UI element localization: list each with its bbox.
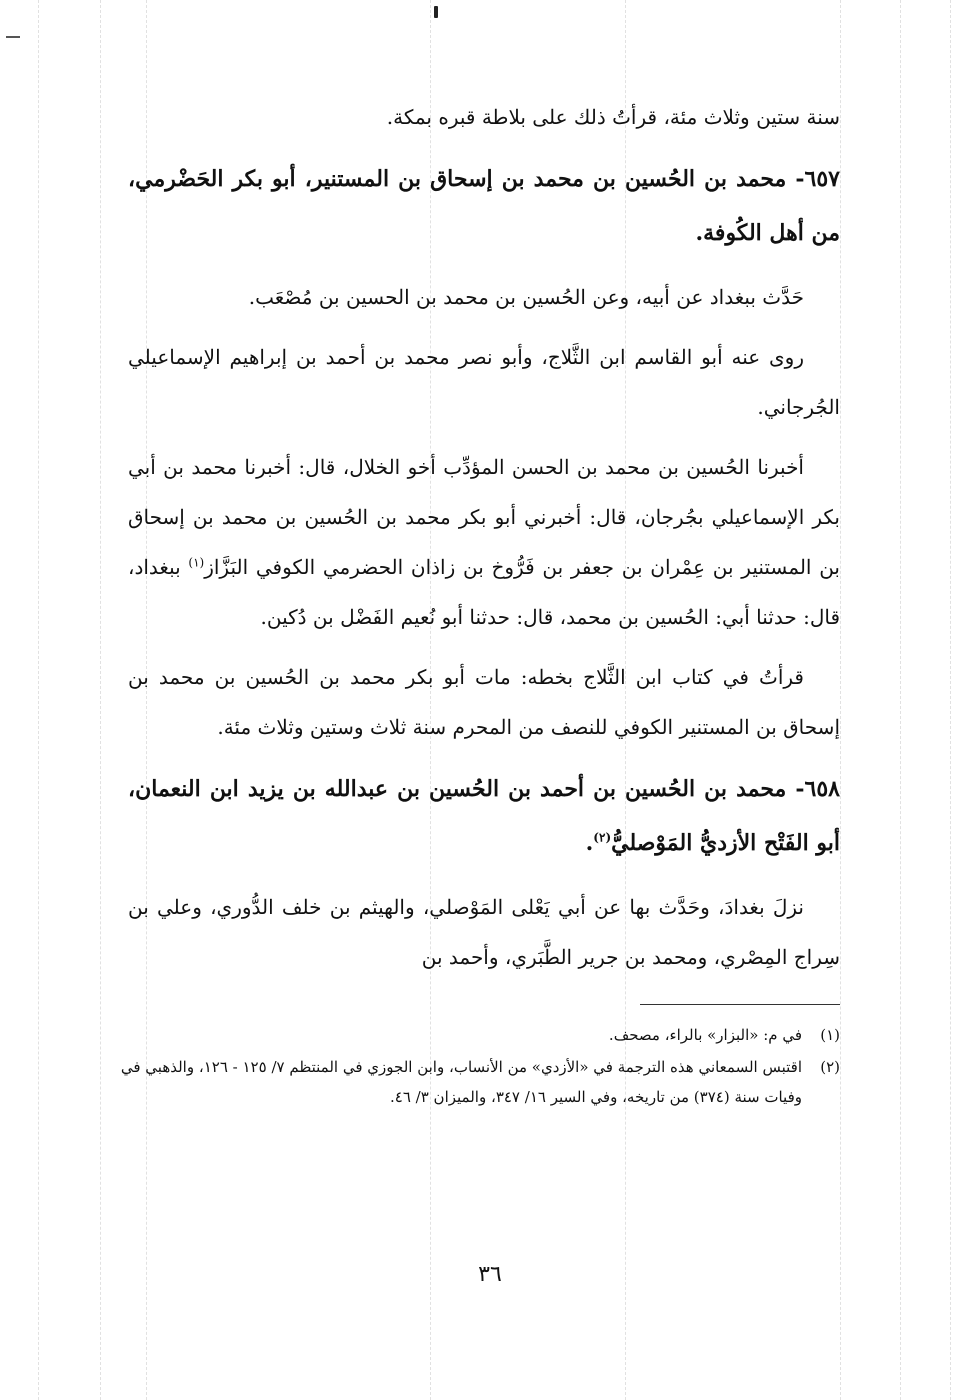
entry-658-paragraph-1: نزلَ بغدادَ، وحَدَّث بها عن أبي يَعْلى المَوْصلي، والهيثم بن خلف الدُّوري، وعلي بن سِراج المِصْري، ومحمد بن جرير الطَّبَري، وأحمد بن xyxy=(128,895,840,969)
footnote-2 xyxy=(120,1052,840,1112)
footnote-1 xyxy=(120,1020,840,1050)
scan-guide-line xyxy=(950,0,951,1400)
main-text xyxy=(128,92,840,992)
footnote-2-number: (٢) xyxy=(820,1058,840,1076)
footnotes xyxy=(120,1020,840,1114)
entry-657-paragraph-3 xyxy=(128,442,840,642)
entry-657-paragraph-2: روى عنه أبو القاسم ابن الثَّلاج، وأبو نصر محمد بن أحمد بن إبراهيم الإسماعيلي الجُرجاني. xyxy=(128,345,840,419)
scan-guide-line xyxy=(840,0,841,1400)
entry-658-heading xyxy=(128,762,840,870)
edge-mark xyxy=(6,36,20,38)
scan-guide-line xyxy=(900,0,901,1400)
footnote-1-text: في م: «البزار» بالراء، مصحف. xyxy=(608,1026,802,1044)
entry-657-paragraph-4: قرأتُ في كتاب ابن الثَّلاج بخطه: مات أبو بكر محمد بن الحُسين بن محمد بن إسحاق بن المستنير الكوفي للنصف من المحرم سنة ثلاث وستين وثلاث مئة. xyxy=(128,665,840,739)
opening-line: سنة ستين وثلاث مئة، قرأتُ ذلك على بلاطة قبره بمكة. xyxy=(386,105,840,129)
footnote-ref-2[interactable]: (٢) xyxy=(593,830,612,845)
scan-guide-line xyxy=(100,0,101,1400)
scan-guide-line xyxy=(38,0,39,1400)
footnote-separator xyxy=(640,1004,840,1005)
footnote-1-number: (١) xyxy=(820,1026,840,1044)
entry-658-heading-text: ٦٥٨- محمد بن الحُسين بن أحمد بن الحُسين بن عبدالله بن يزيد ابن النعمان، أبو الفَتْح الأزديُّ المَوْصليُّ xyxy=(128,776,840,856)
entry-657-paragraph-3-text-cont: ببغداد، قال: حدثنا أبي: الحُسين بن محمد، قال: حدثنا أبو نُعيم الفَضْل بن دُكين. xyxy=(128,555,840,629)
entry-658-heading-end: . xyxy=(585,830,594,856)
footnote-ref-1[interactable]: (١) xyxy=(188,555,205,570)
entry-657-paragraph-3-text: أخبرنا الحُسين بن محمد بن الحسن المؤدِّب أخو الخلال، قال: أخبرنا محمد بن أبي بكر الإسماعيلي بجُرجان، قال: أخبرني أبو بكر محمد بن الحُسين بن محمد بن إسحاق بن المستنير بن عِمْران بن جعفر بن فَرُّوخ بن زاذان الحضرمي الكوفي البَزَّاز xyxy=(128,455,840,579)
top-ink-mark xyxy=(434,6,438,18)
footnote-2-text: اقتبس السمعاني هذه الترجمة في «الأزدي» من الأنساب، وابن الجوزي في المنتظم ٧/ ١٢٥ - ١٢٦، والذهبي في وفيات سنة (٣٧٤) من تاريخه، وفي السير ١٦/ ٣٤٧، والميزان ٣/ ٤٦. xyxy=(120,1058,802,1106)
entry-657-paragraph-1: حَدَّث ببغداد عن أبيه، وعن الحُسين بن محمد بن الحسين بن مُصْعَب. xyxy=(248,285,804,309)
page-number: ٣٦ xyxy=(478,1262,502,1287)
entry-657-heading: ٦٥٧- محمد بن الحُسين بن محمد بن إسحاق بن المستنير، أبو بكر الحَضْرمي، من أهل الكُوفة. xyxy=(128,166,840,246)
